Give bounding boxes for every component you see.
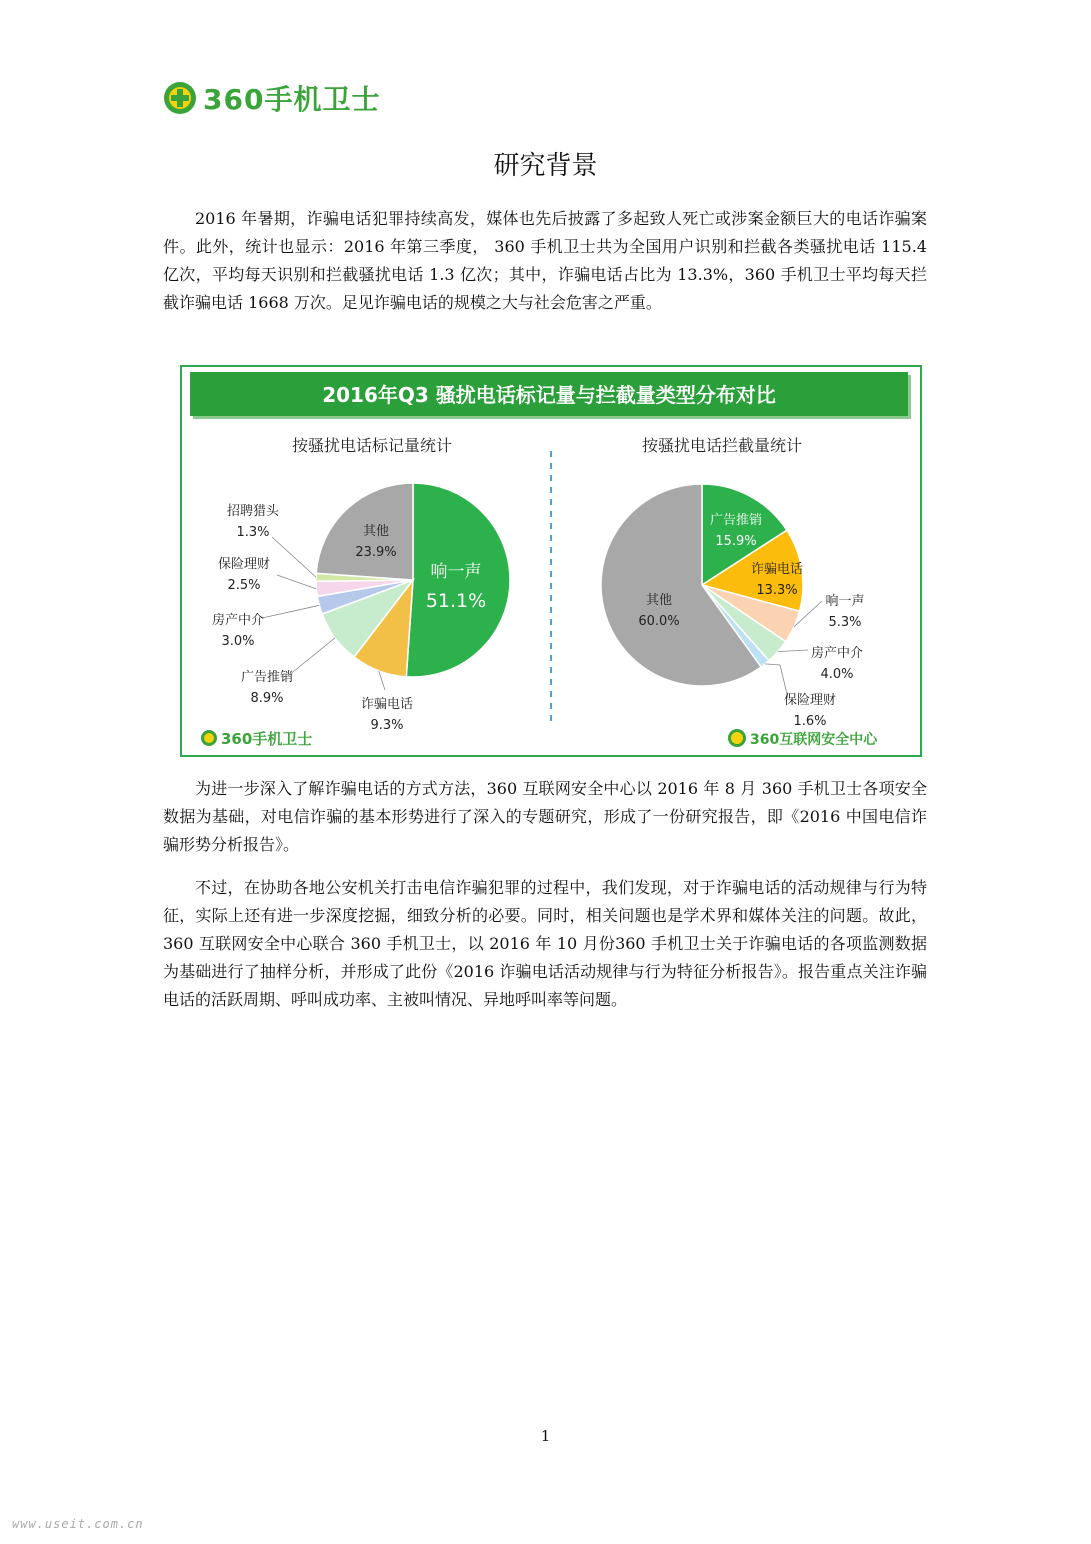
paragraph-intro: 2016 年暑期，诈骗电话犯罪持续高发，媒体也先后披露了多起致人死亡或涉案金额巨大的电话诈骗案件。此外，统计也显示：2016 年第三季度， 360 手机卫士共为全国用户识别和拦截各类骚扰电话 115.4 亿次，平均每天识别和拦截骚扰电话 1.3 亿次；其中，诈骗电话占比为 13.3%，360 手机卫士平均每天拦截诈骗电话 1668 万次。足见诈骗电话的规模之大与社会危害之严重。 bbox=[163, 209, 927, 312]
chart-left-title: 按骚扰电话标记量统计 bbox=[291, 436, 453, 455]
slice-label: 诈骗电话 bbox=[750, 562, 804, 577]
slice-value: 13.3% bbox=[756, 583, 798, 598]
slice-value: 4.0% bbox=[820, 667, 854, 682]
slice-value: 1.6% bbox=[793, 714, 827, 729]
slice-label: 广告推销 bbox=[709, 513, 763, 528]
slice-label: 保险理财 bbox=[217, 557, 271, 572]
slice-value: 1.3% bbox=[236, 525, 270, 540]
paragraph-report: 为进一步深入了解诈骗电话的方式方法，360 互联网安全中心以 2016 年 8 月 360 手机卫士各项安全数据为基础，对电信诈骗的基本形势进行了深入的专题研究，形成了一份研究报告，即《2016 中国电信诈骗形势分析报告》。 bbox=[163, 779, 927, 854]
slice-value: 51.1% bbox=[425, 590, 487, 612]
footer-left-logo-text: 360手机卫士 bbox=[221, 730, 313, 748]
slice-label: 招聘猎头 bbox=[226, 504, 280, 519]
page-title: 研究背景 bbox=[493, 151, 598, 181]
slice-label: 房产中介 bbox=[211, 613, 265, 628]
page-number: 1 bbox=[540, 1427, 551, 1445]
slice-label: 房产中介 bbox=[810, 646, 864, 661]
pie-chart-figure bbox=[180, 365, 922, 757]
shield-plus-icon bbox=[163, 81, 197, 115]
logo-small-icon-inner bbox=[204, 733, 214, 743]
chart-right-title: 按骚扰电话拦截量统计 bbox=[641, 436, 803, 455]
footer-right-logo-text: 360互联网安全中心 bbox=[750, 732, 878, 748]
slice-value: 23.9% bbox=[355, 545, 397, 560]
slice-label: 保险理财 bbox=[783, 693, 837, 708]
slice-value: 60.0% bbox=[638, 614, 680, 629]
paragraph-analysis: 不过，在协助各地公安机关打击电信诈骗犯罪的过程中，我们发现，对于诈骗电话的活动规律与行为特征，实际上还有进一步深度挖掘，细致分析的必要。同时，相关问题也是学术界和媒体关注的问题。故此，360 互联网安全中心联合 360 手机卫士，以 2016 年 10 月份360 手机卫士关于诈骗电话的各项监测数据为基础进行了抽样分析，并形成了此份《2016 诈骗电话活动规律与行为特征分析报告》。报告重点关注诈骗电话的活跃周期、呼叫成功率、主被叫情况、异地呼叫率等问题。 bbox=[163, 878, 927, 1009]
slice-value: 15.9% bbox=[715, 534, 757, 549]
banner-title: 2016年Q3 骚扰电话标记量与拦截量类型分布对比 bbox=[322, 383, 776, 407]
slice-value: 8.9% bbox=[250, 691, 284, 706]
slice-value: 5.3% bbox=[828, 615, 862, 630]
slice-value: 9.3% bbox=[370, 718, 404, 733]
watermark: www.useit.com.cn bbox=[12, 1517, 144, 1531]
slice-label: 其他 bbox=[645, 593, 673, 608]
slice-label: 响一声 bbox=[825, 594, 865, 609]
slice-label: 广告推销 bbox=[240, 670, 294, 685]
slice-label: 诈骗电话 bbox=[360, 697, 414, 712]
slice-label: 其他 bbox=[362, 524, 390, 539]
brand-logo-text: 360手机卫士 bbox=[203, 83, 381, 116]
footer-right-logo bbox=[728, 729, 878, 748]
slice-label: 响一声 bbox=[430, 562, 482, 582]
logo-small-icon-inner bbox=[731, 732, 743, 744]
slice-value: 3.0% bbox=[221, 634, 255, 649]
brand-logo bbox=[163, 78, 380, 118]
slice-value: 2.5% bbox=[227, 578, 261, 593]
